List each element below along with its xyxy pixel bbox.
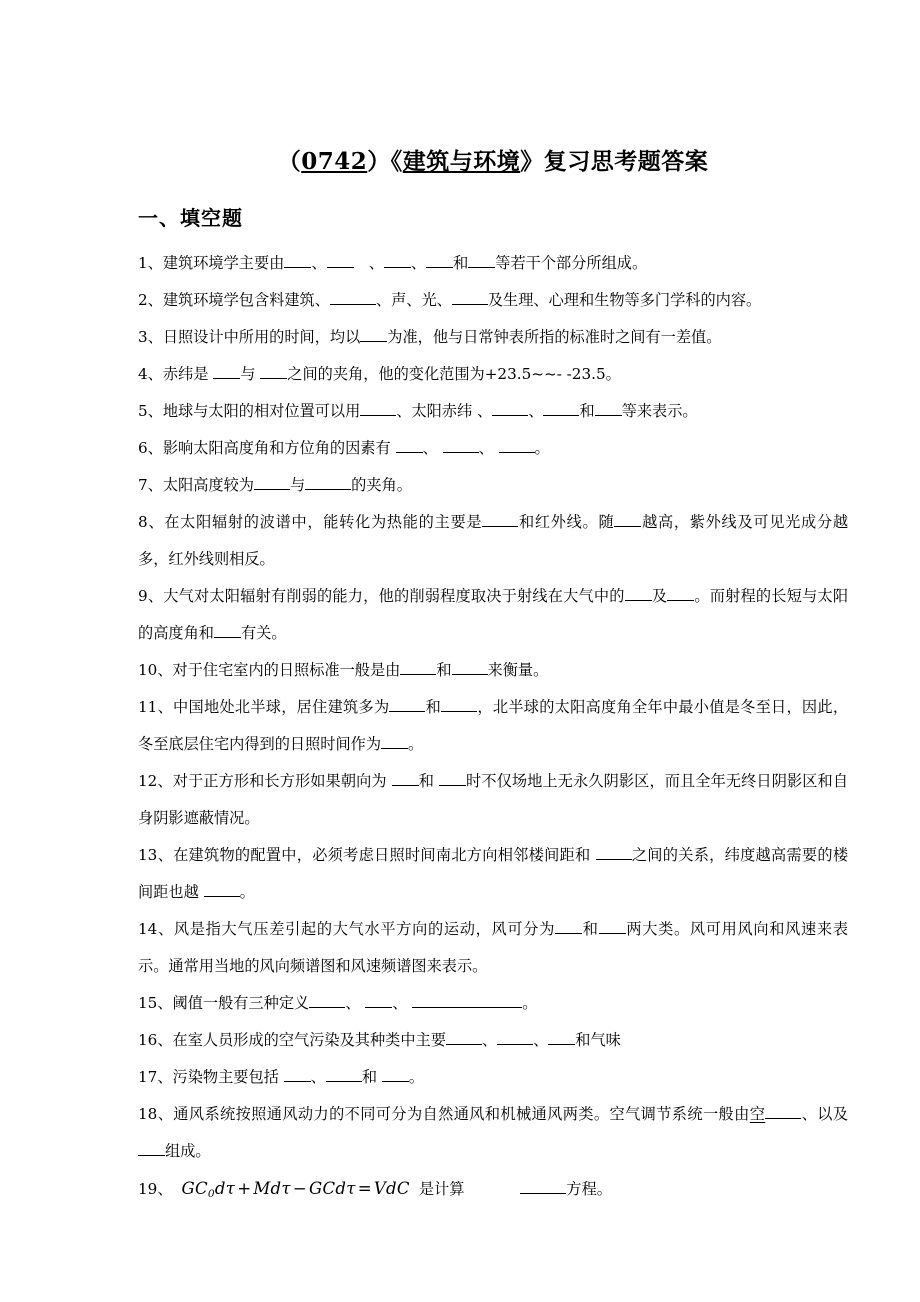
- blank-field[interactable]: [446, 1029, 482, 1044]
- question-text: 、: [481, 1030, 498, 1049]
- question-text: 和: [453, 253, 469, 272]
- question-text: 为准，他与日常钟表所指的标准时之间有一差值。: [387, 327, 722, 346]
- question-item-7: [138, 467, 848, 504]
- blank-field[interactable]: [625, 585, 652, 600]
- question-text: 等来表示。: [621, 401, 698, 420]
- blank-field[interactable]: [426, 252, 453, 267]
- question-item-18: [138, 1096, 848, 1170]
- question-text: 、: [478, 438, 499, 457]
- equation-term: dτ: [214, 1178, 236, 1198]
- question-item-11: [138, 689, 848, 763]
- question-text: 、: [410, 253, 427, 272]
- question-text-run: 通风系统按照通风动力的不同可分为自然通风和机械通风两类。空气调节系统一般由空: [173, 1104, 766, 1123]
- page-title: [138, 0, 848, 176]
- question-text: 大气对太阳辐射有削弱的能力，他的削弱程度取决于射线在大气中的: [163, 586, 625, 605]
- blank-field[interactable]: [412, 992, 522, 1007]
- title-suffix: 》复习思考题答案: [520, 148, 709, 175]
- question-text: 、: [310, 1067, 326, 1086]
- question-item-2: [138, 282, 848, 319]
- question-text: ，北半球的太阳高度角全年中最小值是冬至日，因此，冬至底层住宅内得到的日照时间作为: [138, 697, 849, 753]
- underlined-keyword: 空: [749, 1104, 766, 1123]
- blank-field[interactable]: [520, 1178, 566, 1193]
- blank-field[interactable]: [441, 696, 477, 711]
- question-text: 、: [422, 438, 443, 457]
- blank-field[interactable]: [482, 511, 518, 526]
- question-text: 。: [534, 438, 550, 457]
- blank-field[interactable]: [389, 696, 425, 711]
- question-text: 方程。: [566, 1179, 612, 1198]
- question-text: 。而射程的长短与太阳的高度角和: [138, 586, 849, 642]
- equation-term: GC: [181, 1178, 208, 1198]
- question-number: 1、: [138, 253, 163, 272]
- question-text: 及生理、心理和生物等多门学科的内容。: [487, 290, 762, 309]
- question-text: 、以及: [801, 1104, 848, 1123]
- blank-field[interactable]: [204, 881, 240, 896]
- question-text: 和: [418, 771, 439, 790]
- blank-field[interactable]: [392, 770, 419, 785]
- question-number: 3、: [138, 327, 163, 346]
- question-text: 对于正方形和长方形如果朝向为: [172, 771, 392, 790]
- question-number: 12、: [138, 771, 173, 790]
- blank-field[interactable]: [596, 844, 632, 859]
- question-text: 时不仅场地上无永久阴影区，而且全年无终日阴影区和自身阴影遮蔽情况。: [138, 771, 849, 827]
- question-text: 和红外线。随: [518, 512, 615, 531]
- question-text: 地球与太阳的相对位置可以用: [162, 401, 361, 420]
- question-item-17: [138, 1059, 848, 1096]
- question-number: 7、: [138, 475, 163, 494]
- question-item-6: [138, 430, 848, 467]
- equation-subscript: 0: [207, 1187, 215, 1200]
- question-text: 之间的关系，纬度越高需要的楼间距也越: [138, 845, 849, 901]
- title-course-code: 0742: [301, 148, 368, 175]
- question-text: 、: [353, 253, 384, 272]
- question-item-8: [138, 504, 848, 578]
- blank-field[interactable]: [497, 1029, 533, 1044]
- equation-operator: −: [292, 1178, 307, 1198]
- question-text: 和: [436, 660, 452, 679]
- question-text: 等若干个部分所组成。: [495, 253, 648, 272]
- equation-air-balance: [182, 1179, 410, 1198]
- equation-operator: +: [237, 1178, 252, 1198]
- question-text: 、: [311, 253, 327, 272]
- blank-field[interactable]: [384, 252, 411, 267]
- question-text: 与: [289, 475, 306, 494]
- question-number: 16、: [138, 1030, 173, 1049]
- question-number: 2、: [138, 290, 163, 309]
- question-text: 及: [651, 586, 668, 605]
- blank-field[interactable]: [365, 992, 392, 1007]
- question-item-4: [138, 356, 848, 393]
- question-text: 、声、光、: [375, 290, 452, 309]
- question-text: 。: [522, 993, 538, 1012]
- question-text: 、: [533, 1030, 549, 1049]
- equation-operator: =: [357, 1178, 372, 1198]
- question-text: 越高，紫外线及可见光成分越多，红外线则相反。: [138, 512, 849, 568]
- page-content: [138, 0, 848, 1213]
- blank-field[interactable]: [595, 400, 622, 415]
- blank-field[interactable]: [381, 733, 408, 748]
- question-item-3: [138, 319, 848, 356]
- question-text: 建筑环境学主要由: [162, 253, 285, 272]
- question-text: 和气味: [575, 1030, 621, 1049]
- blank-field[interactable]: [360, 326, 387, 341]
- question-text: 日照设计中所用的时间，均以: [162, 327, 361, 346]
- equation-term: Mdτ: [253, 1178, 291, 1198]
- question-text: 影响太阳高度角和方位角的因素有: [162, 438, 396, 457]
- question-number: 13、: [138, 845, 174, 864]
- question-item-19: [138, 1170, 848, 1213]
- equation-term: GCdτ: [308, 1178, 356, 1198]
- question-text: 中国地处北半球，居住建筑多为: [173, 697, 390, 716]
- blank-field[interactable]: [260, 363, 287, 378]
- blank-field[interactable]: [309, 992, 345, 1007]
- question-item-1: [138, 232, 848, 282]
- question-text: 、: [392, 993, 413, 1012]
- blank-field[interactable]: [305, 474, 351, 489]
- question-text: 有关。: [240, 623, 287, 642]
- question-number: 8、: [138, 512, 165, 531]
- question-number: 6、: [138, 438, 163, 457]
- question-text: 是计算: [418, 1179, 465, 1198]
- question-text: 的夹角。: [351, 475, 412, 494]
- question-number: 17、: [138, 1067, 173, 1086]
- question-text: 。: [239, 882, 255, 901]
- question-text: 和: [579, 401, 595, 420]
- blank-field[interactable]: [667, 585, 694, 600]
- question-text: 风是指大气压差引起的大气水平方向的运动，风可分为: [173, 919, 556, 938]
- question-text: 在太阳辐射的波谱中，能转化为热能的主要是: [164, 512, 483, 531]
- question-text: 在室人员形成的空气污染及其种类中主要: [172, 1030, 446, 1049]
- question-item-15: [138, 985, 848, 1022]
- blank-field[interactable]: [452, 659, 488, 674]
- question-number: 11、: [138, 697, 174, 716]
- question-number: 9、: [138, 586, 164, 605]
- blank-field[interactable]: [765, 1103, 801, 1118]
- question-text: 和: [582, 919, 599, 938]
- question-text: 阈值一般有三种定义: [172, 993, 310, 1012]
- question-number: 5、: [138, 401, 163, 420]
- blank-field[interactable]: [443, 437, 479, 452]
- question-number: 18、: [138, 1104, 174, 1123]
- blank-field[interactable]: [492, 400, 528, 415]
- blank-field[interactable]: [468, 252, 495, 267]
- blank-field[interactable]: [284, 252, 311, 267]
- blank-field[interactable]: [360, 400, 396, 415]
- title-paren-close: ）《: [367, 148, 403, 175]
- question-text: 在建筑物的配置中，必须考虑日照时间南北方向相邻楼间距和: [173, 845, 596, 864]
- question-number: 19、: [138, 1179, 173, 1198]
- question-item-16: [138, 1022, 848, 1059]
- blank-field[interactable]: [330, 289, 376, 304]
- question-text: 对于住宅室内的日照标准一般是由: [172, 660, 401, 679]
- question-text: 、: [345, 993, 366, 1012]
- question-text: 。: [408, 1067, 425, 1086]
- blank-field[interactable]: [284, 1066, 311, 1081]
- question-text: 赤纬是: [162, 364, 214, 383]
- question-number: 14、: [138, 919, 174, 938]
- section-heading-fill-in-blanks: 一、填空题: [138, 205, 243, 230]
- blank-field[interactable]: [214, 622, 241, 637]
- blank-field[interactable]: [599, 918, 626, 933]
- blank-field[interactable]: [382, 1066, 409, 1081]
- blank-field[interactable]: [548, 1029, 575, 1044]
- blank-field[interactable]: [543, 400, 579, 415]
- blank-field[interactable]: [327, 252, 354, 267]
- question-text: 污染物主要包括: [172, 1067, 284, 1086]
- question-text: 、太阳赤纬 、: [396, 401, 493, 420]
- blank-field[interactable]: [326, 1066, 362, 1081]
- blank-field[interactable]: [555, 918, 582, 933]
- title-subject: 建筑与环境: [402, 148, 521, 175]
- question-item-13: [138, 837, 848, 911]
- question-item-9: [138, 578, 848, 652]
- question-text: 与: [240, 364, 261, 383]
- question-text: 组成。: [165, 1141, 211, 1160]
- question-item-5: [138, 393, 848, 430]
- blank-field[interactable]: [614, 511, 641, 526]
- question-number: 10、: [138, 660, 173, 679]
- question-text: 太阳高度较为: [162, 475, 254, 494]
- question-text: 、: [528, 401, 544, 420]
- question-item-10: [138, 652, 848, 689]
- question-number: 15、: [138, 993, 173, 1012]
- equation-term: VdC: [373, 1178, 410, 1198]
- question-text: [173, 1105, 765, 1123]
- blank-field[interactable]: [138, 1140, 165, 1155]
- question-text: 和: [425, 697, 442, 716]
- blank-field[interactable]: [452, 289, 488, 304]
- question-text: 来衡量。: [487, 660, 549, 679]
- question-item-12: [138, 763, 848, 837]
- blank-field[interactable]: [499, 437, 535, 452]
- blank-field[interactable]: [254, 474, 290, 489]
- blank-field[interactable]: [439, 770, 466, 785]
- question-text: 建筑环境学包含料建筑、: [162, 290, 330, 309]
- question-list: [138, 232, 848, 1213]
- question-text: 之间的夹角，他的变化范围为+23.5~~- -23.5。: [287, 364, 621, 383]
- blank-field[interactable]: [213, 363, 240, 378]
- question-text: 。: [408, 734, 424, 753]
- title-paren-open: （: [277, 148, 302, 175]
- question-text: 两大类。风可用风向和风速来表示。通常用当地的风向频谱图和风速频谱图来表示。: [138, 919, 849, 975]
- blank-field[interactable]: [396, 437, 423, 452]
- blank-field[interactable]: [400, 659, 436, 674]
- question-item-14: [138, 911, 848, 985]
- question-number: 4、: [138, 364, 163, 383]
- question-text: 和: [361, 1067, 382, 1086]
